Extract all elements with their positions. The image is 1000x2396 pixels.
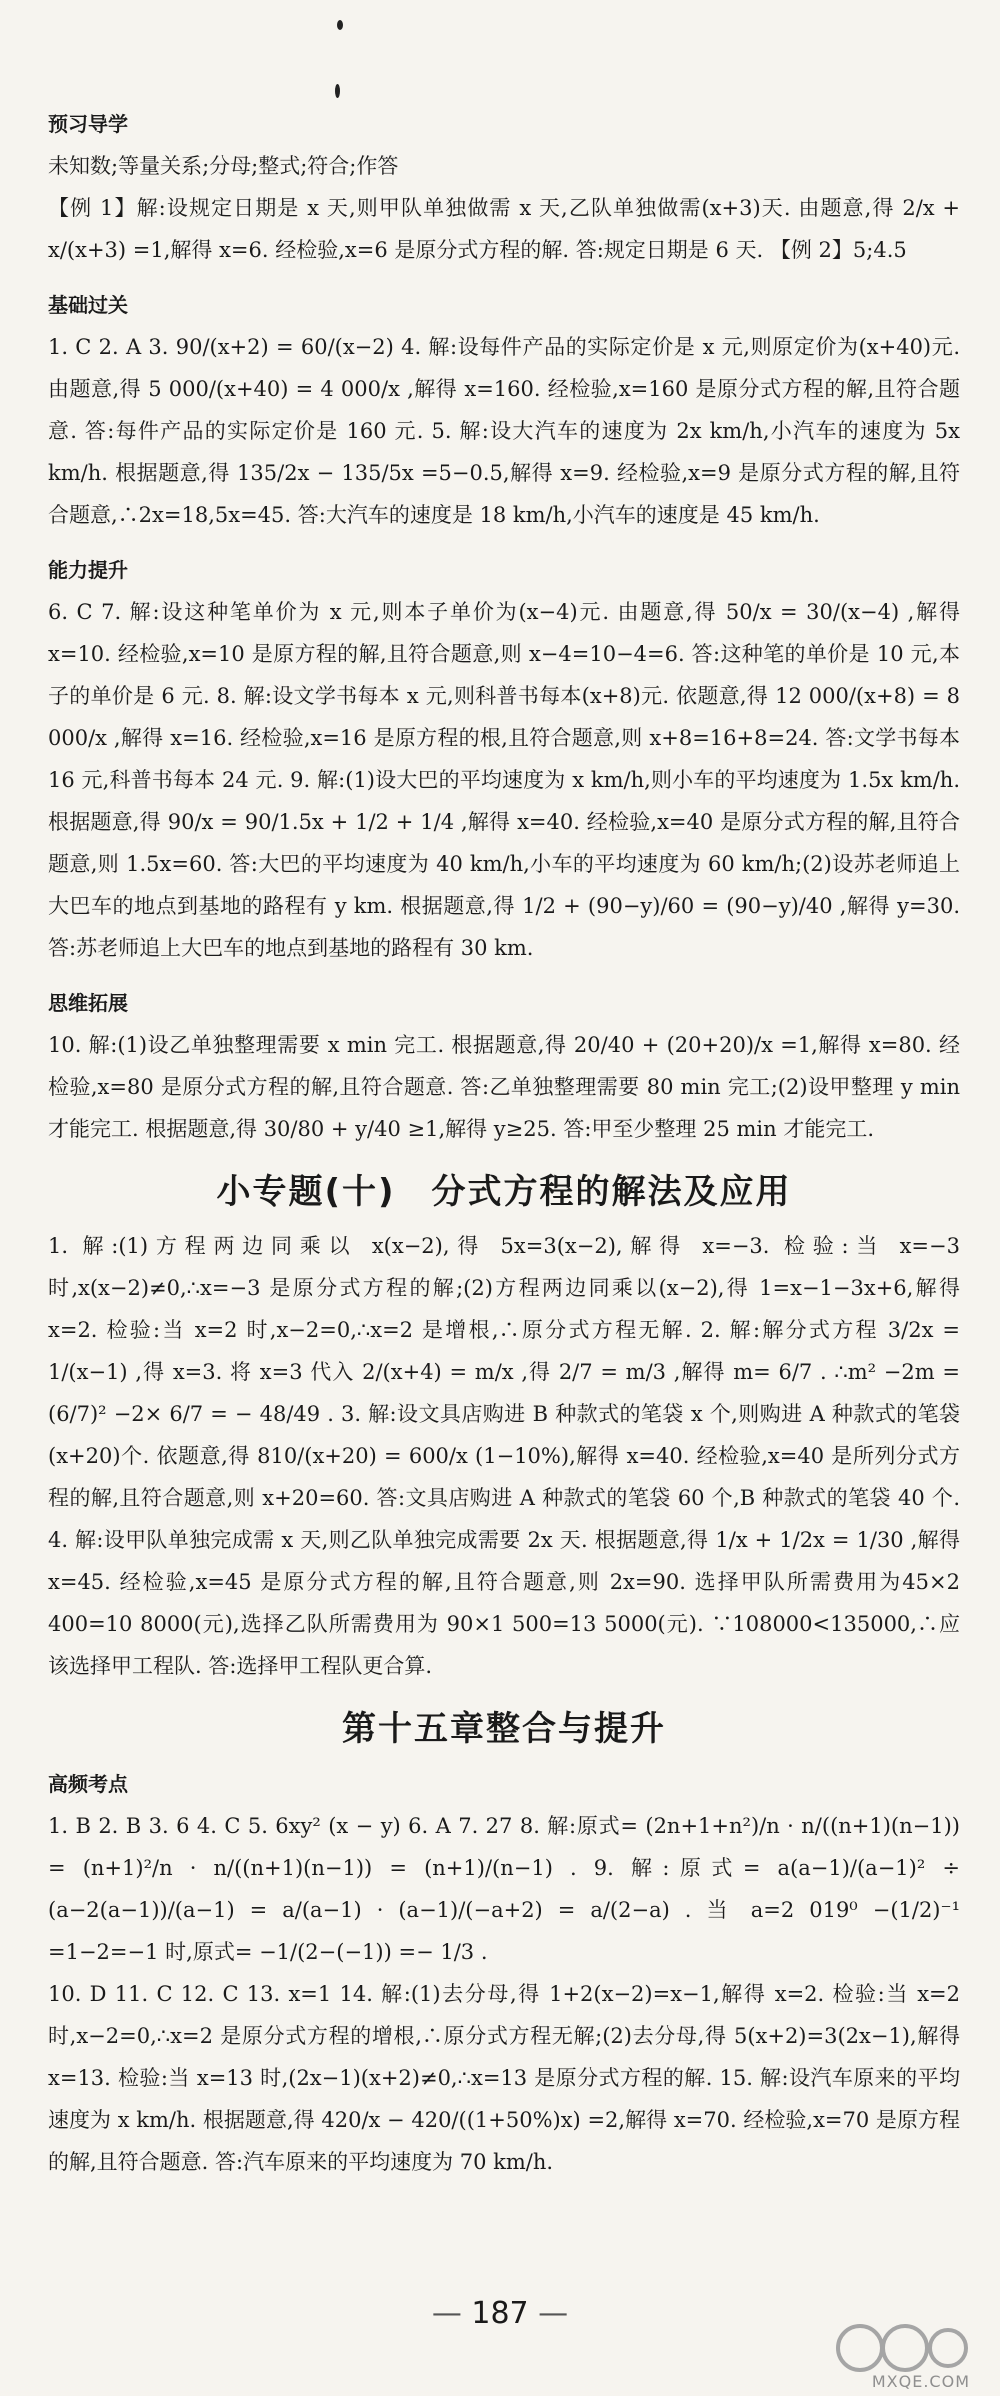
answer-paragraph: 10. 解:(1)设乙单独整理需要 x min 完工. 根据题意,得 20/40 + (20+20)/x =1,解得 x=80. 经检验,x=80 是原分式方程的解,且符合题意. 答:乙单独整理需要 80 min 完工;(2)设甲整理 y min才能完工. 根据题意,得 30/80 + y/40 ≥1,解得 y≥25. 答:甲至少整理 25 min 才能完工.: [48, 1033, 960, 1141]
section-heading: 思维拓展: [48, 991, 128, 1015]
watermark-text: MXQE.COM: [871, 2372, 970, 2391]
answer-paragraph: 【例 1】解:设规定日期是 x 天,则甲队单独做需 x 天,乙队单独做需(x+3)天. 由题意,得 2/x + x/(x+3) =1,解得 x=6. 经检验,x=6 是原分式方程的解. 答:规定日期是 6 天. 【例 2】5;4.5: [48, 196, 960, 262]
section-heading: 高频考点: [48, 1772, 128, 1796]
answer-paragraph: 1. 解:(1)方程两边同乘以 x(x−2),得 5x=3(x−2),解得 x=−3. 检验:当 x=−3 时,x(x−2)≠0,∴x=−3 是原分式方程的解;(2)方程两边同乘以(x−2),得 1=x−1−3x+6,解得 x=2. 检验:当 x=2 时,x−2=0,∴x=2 是增根,∴原分式方程无解. 2. 解:解分式方程 3/2x = 1/(x−1) ,得 x=3. 将 x=3 代入 2/(x+4) = m/x ,得 2/7 = m/3 ,解得 m= 6/7 . ∴m² −2m = (6/7)² −2× 6/7 = − 48/49 . 3. 解:设文具店购进 B 种款式的笔袋 x 个,则购进 A 种款式的笔袋(x+20)个. 依题意,得 810/(x+20) = 600/x (1−10%),解得 x=40. 经检验,x=40 是所列分式方程的解,且符合题意,则 x+20=60. 答:文具店购进 A 种款式的笔袋 60 个,B 种款式的笔袋 40 个. 4. 解:设甲队单独完成需 x 天,则乙队单独完成需要 2x 天. 根据题意,得 1/x + 1/2x = 1/30 ,解得 x=45. 经检验,x=45 是原分式方程的解,且符合题意,则 2x=90. 选择甲队所需费用为45×2 400=10 8000(元),选择乙队所需费用为 90×1 500=13 5000(元). ∵108000<135000,∴应该选择甲工程队. 答:选择甲工程队更合算.: [48, 1234, 960, 1678]
answer-paragraph: 1. B 2. B 3. 6 4. C 5. 6xy² (x − y) 6. A 7. 27 8. 解:原式= (2n+1+n²)/n · n/((n+1)(n−1)) = (n+1)²/n · n/((n+1)(n−1)) = (n+1)/(n−1) . 9. 解:原式= a(a−1)/(a−1)² ÷ (a−2(a−1))/(a−1) = a/(a−1) · (a−1)/(−a+2) = a/(2−a) . 当 a=2 019⁰ −(1/2)⁻¹ =1−2=−1 时,原式= −1/(2−(−1)) =− 1/3 .: [48, 1814, 960, 1964]
watermark-logo-icon: [830, 2320, 970, 2380]
section-heading: 预习导学: [48, 112, 128, 136]
print-speck: [337, 20, 343, 30]
page-number: 187: [471, 2296, 529, 2331]
footer-dash-right: —: [538, 2296, 569, 2331]
answer-paragraph: 10. D 11. C 12. C 13. x=1 14. 解:(1)去分母,得 1+2(x−2)=x−1,解得 x=2. 检验:当 x=2 时,x−2=0,∴x=2 是原分式方程的增根,∴原分式方程无解;(2)去分母,得 5(x+2)=3(2x−1),解得 x=13. 检验:当 x=13 时,(2x−1)(x+2)≠0,∴x=13 是原分式方程的解. 15. 解:设汽车原来的平均速度为 x km/h. 根据题意,得 420/x − 420/((1+50%)x) =2,解得 x=70. 经检验,x=70 是原方程的解,且符合题意. 答:汽车原来的平均速度为 70 km/h.: [48, 1982, 960, 2174]
topic-title: 小专题(十) 分式方程的解法及应用: [216, 1172, 792, 1212]
footer-dash-left: —: [431, 2296, 462, 2331]
chapter-body: [48, 1768, 960, 2183]
answer-sections: [48, 108, 960, 1150]
chapter-title: 第十五章整合与提升: [342, 1709, 666, 1749]
section-heading: 能力提升: [48, 558, 128, 582]
topic-body: [48, 1225, 960, 1687]
answer-paragraph: 6. C 7. 解:设这种笔单价为 x 元,则本子单价为(x−4)元. 由题意,得 50/x = 30/(x−4) ,解得 x=10. 经检验,x=10 是原方程的解,且符合题意,则 x−4=10−4=6. 答:这种笔的单价是 10 元,本子的单价是 6 元. 8. 解:设文学书每本 x 元,则科普书每本(x+8)元. 依题意,得 12 000/(x+8) = 8 000/x ,解得 x=16. 经检验,x=16 是原方程的根,且符合题意,则 x+8=16+8=24. 答:文学书每本 16 元,科普书每本 24 元. 9. 解:(1)设大巴的平均速度为 x km/h,则小车的平均速度为 1.5x km/h. 根据题意,得 90/x = 90/1.5x + 1/2 + 1/4 ,解得 x=40. 经检验,x=40 是原分式方程的解,且符合题意,则 1.5x=60. 答:大巴的平均速度为 40 km/h,小车的平均速度为 60 km/h;(2)设苏老师追上大巴车的地点到基地的路程有 y km. 根据题意,得 1/2 + (90−y)/60 = (90−y)/40 ,解得 y=30. 答:苏老师追上大巴车的地点到基地的路程有 30 km.: [48, 600, 960, 960]
answer-paragraph: 未知数;等量关系;分母;整式;符合;作答: [48, 154, 399, 178]
answer-paragraph: 1. C 2. A 3. 90/(x+2) = 60/(x−2) 4. 解:设每件产品的实际定价是 x 元,则原定价为(x+40)元. 由题意,得 5 000/(x+40) = 4 000/x ,解得 x=160. 经检验,x=160 是原分式方程的解,且符合题意. 答:每件产品的实际定价是 160 元. 5. 解:设大汽车的速度为 2x km/h,小汽车的速度为 5x km/h. 根据题意,得 135/2x − 135/5x =5−0.5,解得 x=9. 经检验,x=9 是原分式方程的解,且符合题意,∴2x=18,5x=45. 答:大汽车的速度是 18 km/h,小汽车的速度是 45 km/h.: [48, 335, 960, 527]
section-heading: 基础过关: [48, 293, 128, 317]
print-speck: [335, 84, 340, 98]
